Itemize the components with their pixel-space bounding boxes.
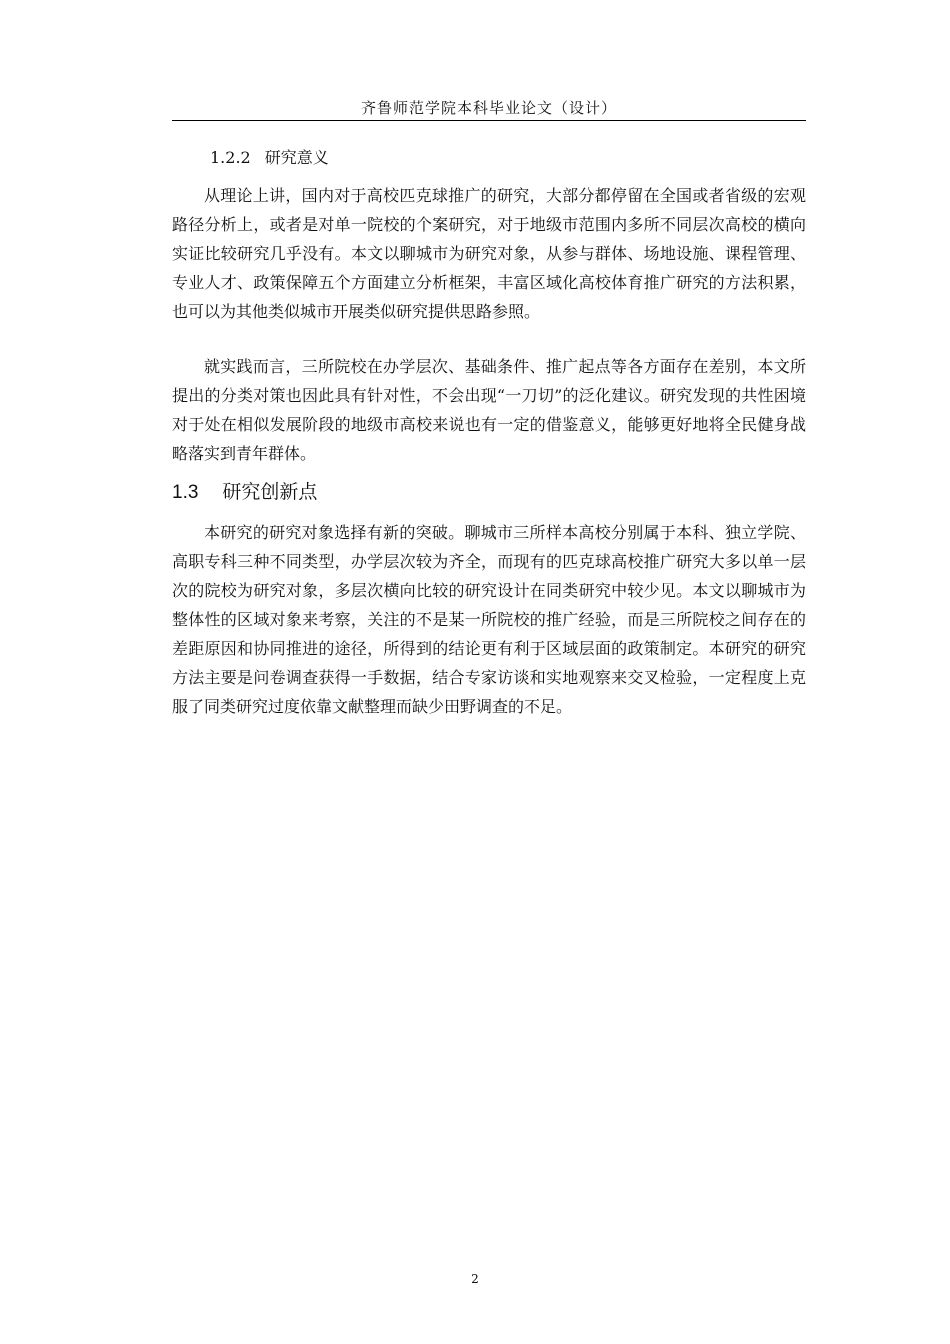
paragraph-innovation: 本研究的研究对象选择有新的突破。聊城市三所样本高校分别属于本科、独立学院、高职专科三种不同类型，办学层次较为齐全，而现有的匹克球高校推广研究大多以单一层次的院校为研究对象，多层次横向比较的研究设计在同类研究中较少见。本文以聊城市为整体性的区域对象来考察，关注的不是某一所院校的推广经验，而是三所院校之间存在的差距原因和协同推进的途径，所得到的结论更有利于区域层面的政策制定。本研究的研究方法主要是问卷调查获得一手数据，结合专家访谈和实地观察来交叉检验，一定程度上克服了同类研究过度依靠文献整理而缺少田野调查的不足。 xyxy=(172,523,806,716)
subsection-number: 1.2.2 xyxy=(210,148,251,167)
paragraph-theoretical-significance: 从理论上讲，国内对于高校匹克球推广的研究，大部分都停留在全国或者省级的宏观路径分析上，或者是对单一院校的个案研究，对于地级市范围内多所不同层次高校的横向实证比较研究几乎没有。本文以聊城市为研究对象，从参与群体、场地设施、课程管理、专业人才、政策保障五个方面建立分析框架，丰富区域化高校体育推广研究的方法积累，也可以为其他类似城市开展类似研究提供思路参照。 xyxy=(172,186,806,321)
section-heading xyxy=(172,478,317,507)
subsection-title: 研究意义 xyxy=(264,148,329,167)
header-rule xyxy=(172,120,806,121)
page-number: 2 xyxy=(471,1272,479,1286)
subsection-heading xyxy=(210,146,329,170)
section-number: 1.3 xyxy=(172,482,199,503)
paragraph-practical-significance: 就实践而言，三所院校在办学层次、基础条件、推广起点等各方面存在差别，本文所提出的分类对策也因此具有针对性，不会出现“一刀切”的泛化建议。研究发现的共性困境对于处在相似发展阶段的地级市高校来说也有一定的借鉴意义，能够更好地将全民健身战略落实到青年群体。 xyxy=(172,357,806,463)
section-title: 研究创新点 xyxy=(222,481,318,503)
page-header: 齐鲁师范学院本科毕业论文（设计） xyxy=(360,99,617,117)
